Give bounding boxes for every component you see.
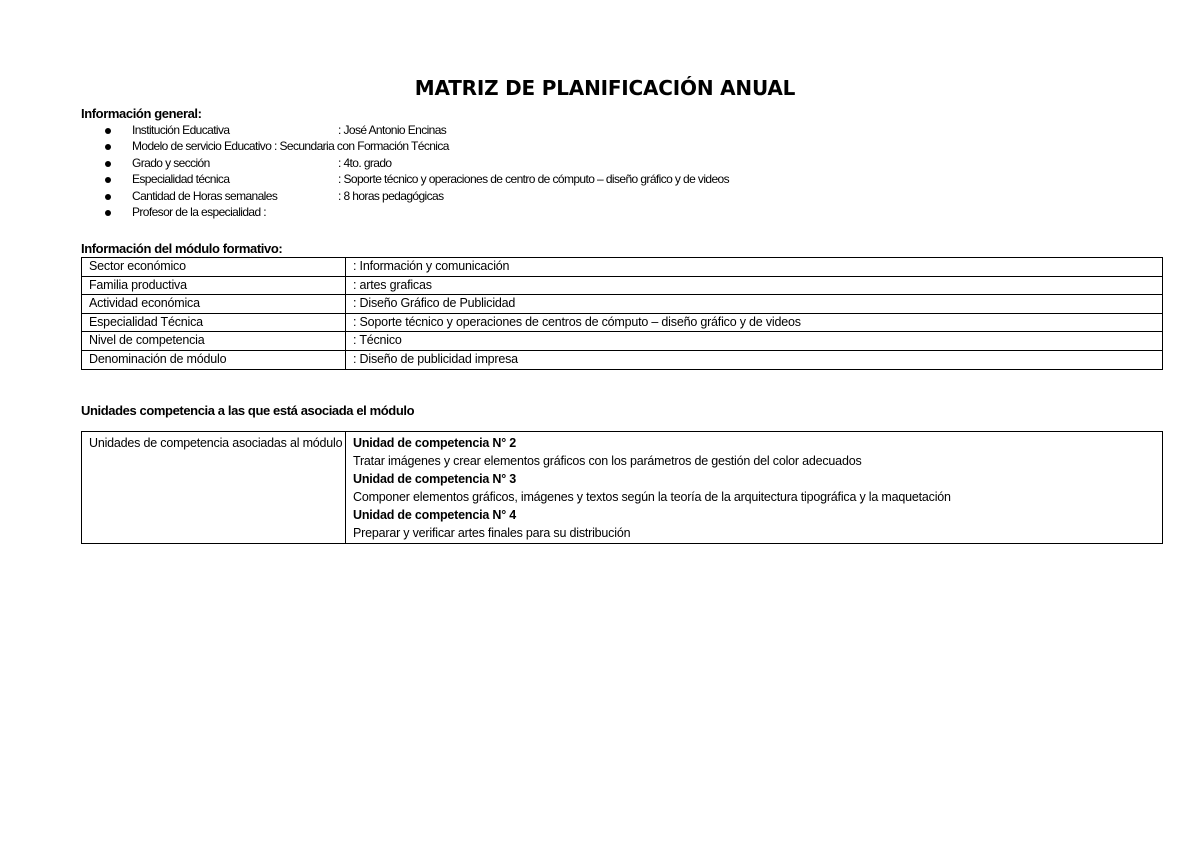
item-label: Institución Educativa bbox=[132, 123, 230, 137]
table-row bbox=[82, 313, 1163, 332]
unit-title: Unidad de competencia N° 4 bbox=[353, 508, 517, 522]
general-info-heading: Información general: bbox=[81, 106, 202, 121]
table-row bbox=[82, 432, 1163, 544]
module-info-heading: Información del módulo formativo: bbox=[81, 241, 283, 256]
row-value: : Diseño de publicidad impresa bbox=[346, 350, 1163, 369]
row-value: : artes graficas bbox=[346, 276, 1163, 295]
item-text: Modelo de servicio Educativo : Secundaria con Formación Técnica bbox=[132, 139, 449, 154]
units-heading: Unidades competencia a las que está asociada el módulo bbox=[81, 403, 415, 418]
item-label: Especialidad técnica bbox=[132, 172, 230, 187]
table-row bbox=[82, 276, 1163, 295]
units-left-label: Unidades de competencia asociadas al módulo bbox=[82, 432, 346, 544]
unit-description: Tratar imágenes y crear elementos gráficos con los parámetros de gestión del color adecuados bbox=[353, 454, 862, 468]
item-value: : Soporte técnico y operaciones de centro de cómputo – diseño gráfico y de videos bbox=[338, 172, 730, 187]
row-label: Nivel de competencia bbox=[82, 332, 346, 351]
row-label: Denominación de módulo bbox=[82, 350, 346, 369]
unit-description: Componer elementos gráficos, imágenes y textos según la teoría de la arquitectura tipográfica y la maquetación bbox=[353, 490, 951, 504]
row-label: Sector económico bbox=[82, 258, 346, 277]
row-value: : Técnico bbox=[346, 332, 1163, 351]
units-table bbox=[81, 431, 1163, 544]
bullet-icon bbox=[105, 177, 111, 183]
row-value: : Información y comunicación bbox=[346, 258, 1163, 277]
document-title: MATRIZ DE PLANIFICACIÓN ANUAL bbox=[414, 76, 796, 100]
row-label: Especialidad Técnica bbox=[82, 313, 346, 332]
bullet-icon bbox=[105, 210, 111, 216]
item-value: : 8 horas pedagógicas bbox=[338, 188, 444, 203]
units-list-cell bbox=[346, 432, 1163, 544]
table-row bbox=[82, 258, 1163, 277]
bullet-icon bbox=[105, 144, 111, 150]
item-value: : 4to. grado bbox=[338, 155, 392, 170]
bullet-icon bbox=[105, 128, 111, 134]
item-value: : José Antonio Encinas bbox=[338, 123, 447, 137]
table-row bbox=[82, 332, 1163, 351]
item-label: Cantidad de Horas semanales bbox=[132, 188, 278, 203]
row-value: : Diseño Gráfico de Publicidad bbox=[346, 295, 1163, 314]
row-value: : Soporte técnico y operaciones de centros de cómputo – diseño gráfico y de videos bbox=[346, 313, 1163, 332]
bullet-icon bbox=[105, 161, 111, 167]
row-label: Familia productiva bbox=[82, 276, 346, 295]
row-label: Actividad económica bbox=[82, 295, 346, 314]
table-row bbox=[82, 295, 1163, 314]
item-text: Profesor de la especialidad : bbox=[132, 204, 267, 219]
unit-title: Unidad de competencia N° 2 bbox=[353, 436, 517, 450]
item-label: Grado y sección bbox=[132, 155, 210, 170]
table-row bbox=[82, 350, 1163, 369]
bullet-icon bbox=[105, 194, 111, 200]
unit-description: Preparar y verificar artes finales para su distribución bbox=[353, 526, 631, 540]
unit-title: Unidad de competencia N° 3 bbox=[353, 472, 517, 486]
module-info-table bbox=[81, 257, 1163, 370]
